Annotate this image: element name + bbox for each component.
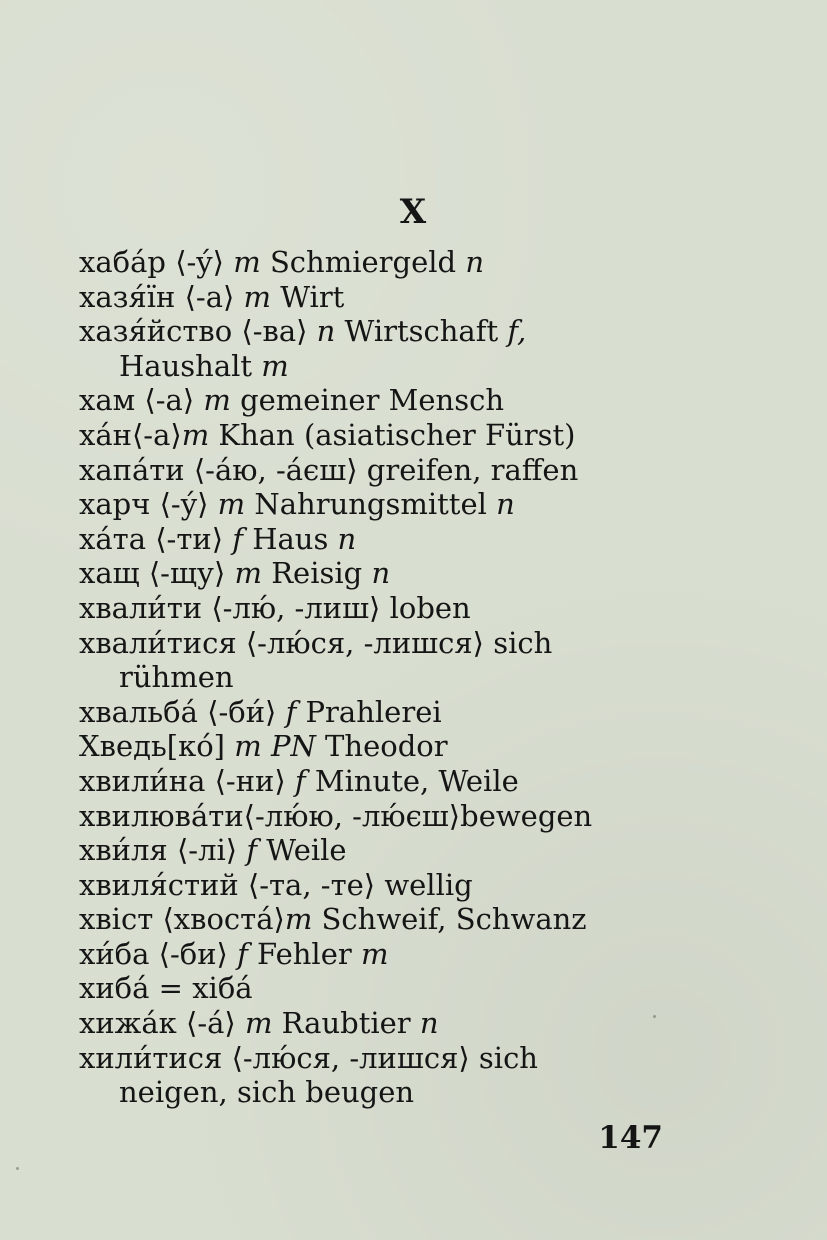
gender-label: f [232, 521, 243, 556]
grammar-forms: ⟨-лю́, -лиш⟩ [211, 590, 381, 625]
gender-label: m [234, 556, 262, 591]
headword: хазя́йство [79, 314, 233, 349]
continued-gender: m [261, 348, 289, 383]
headword: хáн [79, 417, 132, 452]
entry-continuation [79, 349, 669, 384]
meaning-gender: n [465, 245, 484, 279]
continued-meaning: neigen, sich beugen [119, 1075, 415, 1110]
entry-line [79, 764, 669, 799]
grammar-forms: ⟨-áю, -áєш⟩ [193, 452, 358, 487]
entry-line [79, 695, 669, 730]
grammar-forms: ⟨-ý⟩ [175, 245, 224, 279]
grammar-forms: ⟨-á⟩ [186, 1006, 236, 1041]
grammar-forms: ⟨-ý⟩ [159, 487, 209, 522]
entry-line [79, 937, 669, 972]
headword: хви́ля [79, 833, 168, 868]
headword: хили́тися [79, 1040, 223, 1075]
grammar-forms: ⟨-лі⟩ [176, 833, 238, 868]
headword: хижáк [79, 1006, 177, 1041]
gender-label: m [181, 417, 210, 452]
gender-label: m [244, 1006, 273, 1041]
paper-speck [16, 1167, 19, 1170]
entry-line [79, 868, 669, 903]
headword: хвіст [79, 902, 154, 937]
grammar-forms: ⟨-щу⟩ [148, 556, 226, 591]
meaning: Nahrungsmittel [254, 487, 487, 522]
meaning-gender: f, [507, 314, 527, 349]
grammar-forms: ⟨-а⟩ [144, 383, 195, 418]
grammar-forms: ⟨-би́⟩ [207, 694, 277, 729]
entry-line [79, 902, 669, 937]
entry-line [79, 591, 669, 626]
meaning: Fehler [257, 936, 352, 971]
headword: хáта [79, 521, 146, 556]
grammar-forms: ⟨-ти⟩ [155, 521, 224, 556]
grammar-forms: ⟨-а⟩ [184, 279, 235, 314]
gender-label: m [203, 383, 231, 418]
entry-line [79, 556, 669, 591]
meaning: bewegen [460, 798, 593, 833]
meaning: gemeiner Mensch [240, 383, 504, 418]
entry-continuation [79, 1075, 669, 1110]
headword: хвилювáти [79, 798, 244, 833]
entry-line [79, 522, 669, 557]
meaning: Prahlerei [305, 694, 442, 729]
gender-label: f [246, 833, 258, 868]
gender-label: f [237, 936, 248, 971]
gender-label: m [284, 902, 313, 937]
headword: хвили́на [79, 763, 206, 798]
entry-line [79, 729, 669, 764]
meaning: loben [389, 590, 471, 625]
cross-reference-symbol: = [158, 971, 183, 1006]
entry-line [79, 1041, 669, 1076]
entry-line [79, 799, 669, 834]
headword: хам [79, 383, 136, 418]
entry-line [79, 280, 669, 315]
meaning: Reisig [271, 556, 363, 591]
entry-line [79, 1006, 669, 1041]
proper-name-label: PN [270, 729, 316, 764]
meaning: sich [493, 625, 553, 660]
grammar-forms: ⟨-ва⟩ [241, 314, 308, 349]
entry-line [79, 626, 669, 661]
meaning: Haus [252, 521, 329, 556]
entry-line [79, 383, 669, 418]
paper-speck [653, 1015, 656, 1018]
headword: хвальбá [79, 694, 198, 729]
cross-reference: хібá [192, 971, 253, 1006]
gender-label: m [217, 487, 246, 522]
meaning: Raubtier [281, 1006, 411, 1041]
gender-label: m [234, 729, 262, 764]
section-letter: Х [399, 192, 428, 232]
meaning-gender: m [360, 936, 389, 971]
headword: хапáти [79, 452, 185, 487]
continued-meaning: rühmen [119, 660, 234, 695]
entry-line [79, 453, 669, 488]
grammar-forms: ⟨-лю́ся, -лишся⟩ [231, 1040, 470, 1075]
entry-continuation [79, 660, 669, 695]
headword: хвали́ти [79, 590, 203, 625]
entry-line [79, 833, 669, 868]
gender-label: n [316, 314, 336, 349]
dictionary-entries [79, 245, 669, 1110]
entry-line [79, 487, 669, 522]
meaning-gender: n [337, 521, 357, 556]
entry-line [79, 245, 669, 280]
headword: хибá [79, 971, 150, 1006]
meaning: Weile [266, 833, 347, 868]
meaning: Schweif, Schwanz [321, 902, 587, 937]
meaning: Khan (asiatischer Fürst) [218, 417, 576, 452]
continued-meaning: Haushalt [119, 348, 253, 383]
grammar-forms: ⟨-лю́ся, -лишся⟩ [245, 625, 484, 660]
meaning: Schmiergeld [269, 245, 457, 279]
headword: хащ [79, 556, 140, 591]
headword: хабáр [79, 245, 166, 279]
headword: хвиля́стий [79, 867, 239, 902]
meaning: wellig [384, 867, 473, 902]
gender-label: f [285, 694, 297, 729]
grammar-forms: ⟨-а⟩ [131, 417, 182, 452]
entry-line [79, 314, 669, 349]
grammar-forms: ⟨-та, -те⟩ [247, 867, 376, 902]
meaning-gender: n [419, 1006, 439, 1041]
entry-line [79, 971, 669, 1006]
grammar-forms: ⟨хвостá⟩ [162, 902, 285, 937]
page-number: 147 [598, 1120, 663, 1156]
meaning: Wirt [280, 279, 345, 314]
meaning: Wirtschaft [344, 314, 499, 349]
meaning: greifen, raffen [366, 452, 579, 487]
headword: харч [79, 487, 151, 522]
grammar-forms: ⟨-ни⟩ [214, 763, 286, 798]
meaning: Theodor [325, 729, 448, 764]
gender-label: m [233, 245, 261, 279]
headword: хвали́тися [79, 625, 237, 660]
headword: хи́ба [79, 936, 150, 971]
meaning-gender: n [371, 556, 391, 591]
meaning: Minute, Weile [314, 763, 519, 798]
meaning: sich [478, 1040, 538, 1075]
grammar-forms: ⟨-лю́ю, -лю́єш⟩ [243, 798, 461, 833]
gender-label: f [294, 763, 306, 798]
meaning-gender: n [496, 487, 515, 522]
headword: хазя́їн [79, 279, 176, 314]
headword: Хведь[кó] [79, 729, 225, 764]
entry-line [79, 418, 669, 453]
gender-label: m [243, 279, 272, 314]
grammar-forms: ⟨-би⟩ [158, 936, 228, 971]
